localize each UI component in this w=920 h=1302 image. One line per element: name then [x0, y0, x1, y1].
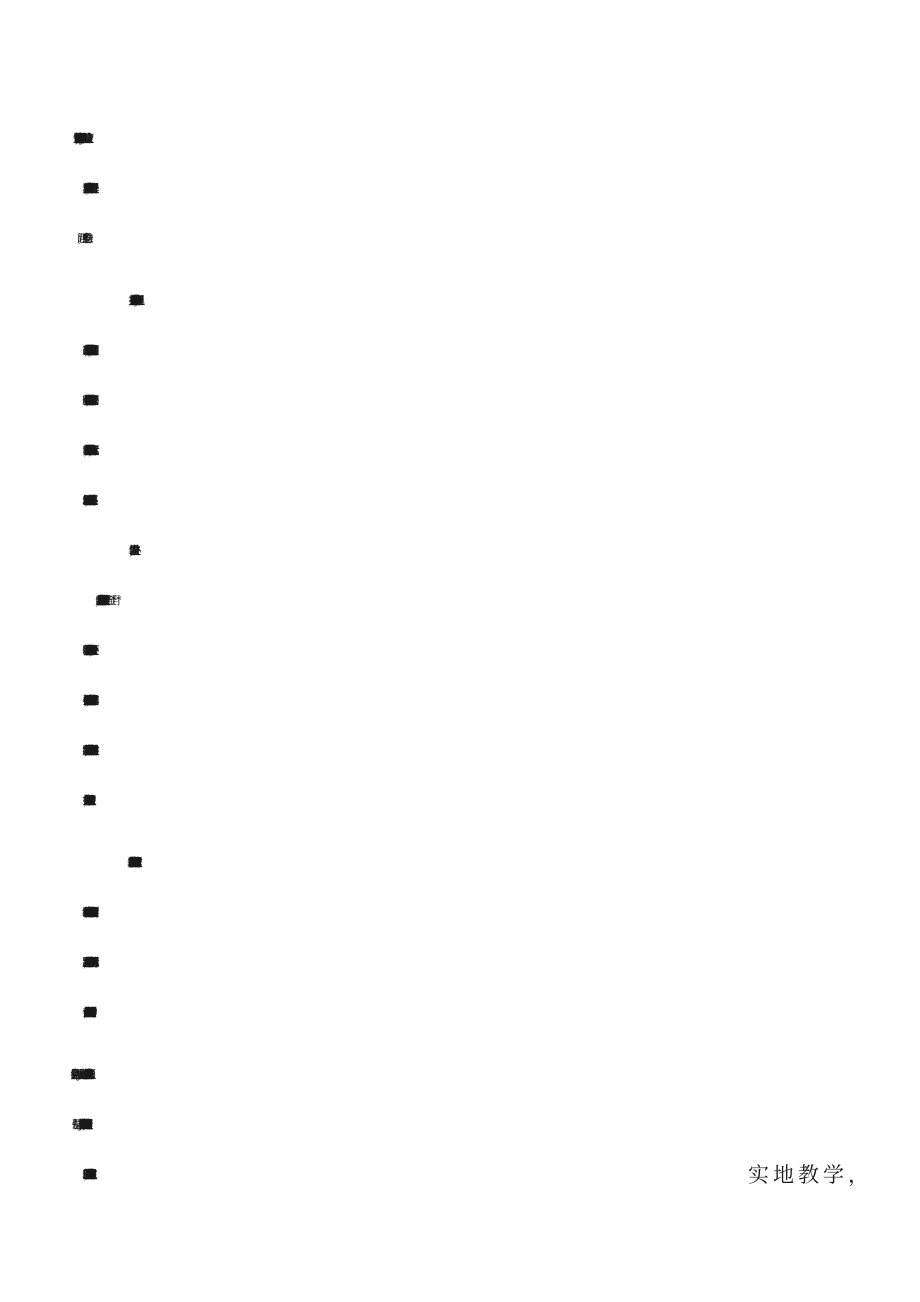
section-heading: 二、以学促干，激发奋斗之心	[128, 544, 131, 557]
text-line-6: 新时代也为我们提供了大有可为的机会，建起了梦想起航的平台。在这个和平而	[82, 394, 89, 407]
text-line-14: 方式与授课内容，很好地调动了学员的积极性。	[82, 794, 87, 807]
text-line-17: 践》为题，讲述了深圳如何从一个边陲小镇发展到一个充满活力和创新力的国际	[82, 956, 89, 969]
text-line-18: 化大都市，让我们深切感受到深圳敢闯敢试的创新精神	[82, 1006, 87, 1019]
text-line-21: 治理的创新实践，对我们基层工作开展具有重要的启发意义	[82, 1168, 88, 1181]
text-line-4: 三是在真抓实干中践行为民初心。当代中国青年生在红旗下，长在春风里，	[128, 294, 135, 307]
text-line-13: 实践经验。课堂教学，夯实理论基础。改革开放干部学院讲师们鲜明特色的教学	[82, 744, 89, 757]
text-line-19	[82, 1060, 920, 1090]
text-line-2: 素养。要密切联系实践学习，向广大人民群众学，把学到的知识用于解决群众”	[82, 182, 84, 195]
text-line-5: 乘着改革开放的快车，享受着先辈披荆斩棘所换来的幸福，背靠着强大的祖国，	[82, 344, 89, 357]
text-line-8: 动解民忧、纾民困、暖民心，切实增强人民群众的幸福感、获得感。	[82, 494, 88, 507]
text-line-20	[82, 1110, 920, 1140]
text-line-12: 仅开拓了我们的视野，丰富了我们的经历，还为我们今后的工作提供示范样本和	[82, 694, 89, 707]
text-line-3	[82, 224, 920, 254]
text-line-15: 讲师们多维度、全方位深刻阐述了深圳改革开放*年来取得的伟大成就、成功	[128, 856, 130, 869]
text-line-10	[116, 586, 920, 616]
text-line-16: 经验和新时代深圳的发展方向。陈磊老师以《解锁深圳—中国式现代化的创新实	[82, 906, 89, 919]
text-line-7: 又幸福的年代，中青年干部更应坚定忠诚党的事业和一心为民的信念，以实际行	[82, 444, 89, 457]
text-line-21-tail: 实地教学，	[748, 1163, 873, 1187]
text-line-1	[82, 124, 920, 154]
text-line-11: 们聆听了名师授课、参观了红色纪念地、考察了社区治理、参观了民营企业，不	[82, 644, 89, 657]
